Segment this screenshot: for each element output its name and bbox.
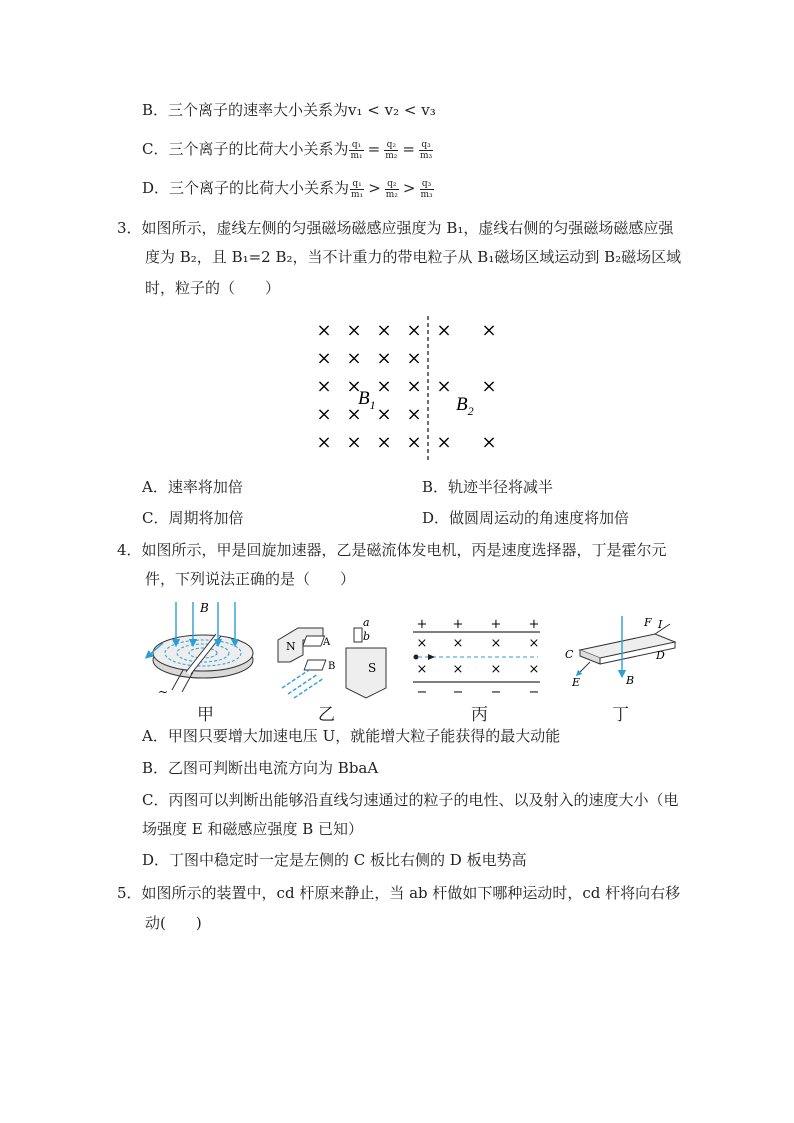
field-mark-left: × bbox=[376, 376, 392, 397]
q3-option-a: A．速率将加倍 bbox=[142, 478, 243, 496]
plus-sign: + bbox=[452, 618, 464, 632]
field-mark-left: × bbox=[406, 348, 422, 369]
q3-magnetic-field-figure bbox=[300, 310, 520, 460]
q3-option-d: D．做圆周运动的角速度将加倍 bbox=[422, 509, 630, 527]
fraction: $\frac{\text{q₃}}{\text{m₃}}$ bbox=[419, 139, 433, 161]
field-mark-left: × bbox=[316, 348, 332, 369]
field-mark: × bbox=[528, 636, 540, 651]
field-mark-left: × bbox=[346, 404, 362, 425]
field-mark: × bbox=[490, 662, 502, 677]
velocity-selector-figure bbox=[408, 618, 543, 698]
q2-option-d: D．三个离子的比荷大小关系为 $\frac{\text{q₁}}{\text{m₁}}$ > $\frac{\text{q₂}}{\text{m₂}}$ > $\frac{\text{q₃}}{\text{m₃}}$ bbox=[142, 178, 433, 200]
field-mark-left: × bbox=[406, 432, 422, 453]
q4-option-d: D．丁图中稳定时一定是左侧的 C 板比右侧的 D 板电势高 bbox=[142, 851, 527, 869]
field-mark: × bbox=[416, 636, 428, 651]
fraction: $\frac{\text{q₂}}{\text{m₂}}$ bbox=[385, 178, 398, 200]
fraction: $\frac{\text{q₃}}{\text{m₃}}$ bbox=[420, 178, 433, 200]
plus-sign: + bbox=[528, 618, 540, 632]
minus-sign: − bbox=[490, 685, 502, 698]
mhd-generator-figure bbox=[268, 610, 398, 700]
minus-sign: − bbox=[416, 685, 428, 698]
field-mark-left: × bbox=[346, 376, 362, 397]
q4-stem-line1: 4．如图所示，甲是回旋加速器，乙是磁流体发电机，丙是速度选择器，丁是霍尔元 bbox=[117, 541, 667, 559]
q5-stem-line2: 动( ) bbox=[145, 914, 202, 932]
caption-jia: 甲 bbox=[197, 705, 214, 725]
terminal-a-label: a bbox=[363, 616, 370, 629]
b1-label: $B_1$ bbox=[358, 388, 376, 412]
q4-option-b: B．乙图可判断出电流方向为 BbaA bbox=[142, 759, 379, 777]
q3-stem-line3: 时，粒子的（ ） bbox=[145, 279, 281, 297]
caption-ding: 丁 bbox=[612, 705, 629, 725]
b-field-label: B bbox=[626, 674, 635, 687]
caption-yi: 乙 bbox=[318, 705, 335, 725]
field-mark-left: × bbox=[376, 432, 392, 453]
e-label: E bbox=[572, 676, 581, 689]
field-mark-left: × bbox=[346, 320, 362, 341]
q4-option-a: A．甲图只要增大加速电压 U，就能增大粒子能获得的最大动能 bbox=[142, 727, 561, 745]
q3-stem-line1: 3．如图所示，虚线左侧的匀强磁场磁感应强度为 B₁，虚线右侧的匀强磁场磁感应强 bbox=[117, 219, 674, 237]
field-mark-left: × bbox=[406, 376, 422, 397]
ac-source-label: ~ bbox=[158, 685, 169, 698]
b2-label: $B_2$ bbox=[456, 394, 474, 418]
terminal-b-label: b bbox=[363, 630, 371, 643]
field-mark-right: × bbox=[436, 320, 452, 341]
field-mark-left: × bbox=[316, 320, 332, 341]
q3-option-b: B．轨迹半径将减半 bbox=[422, 478, 554, 496]
q3-option-c: C．周期将加倍 bbox=[142, 509, 244, 527]
caption-bing: 丙 bbox=[471, 705, 488, 725]
minus-sign: − bbox=[452, 685, 464, 698]
field-mark-left: × bbox=[316, 404, 332, 425]
n-pole-label: N bbox=[286, 640, 296, 653]
field-mark-left: × bbox=[316, 376, 332, 397]
q4-option-c-line2: 场强度 E 和磁感应强度 B 已知） bbox=[142, 820, 364, 838]
minus-sign: − bbox=[528, 685, 540, 698]
field-mark: × bbox=[528, 662, 540, 677]
field-mark-left: × bbox=[346, 432, 362, 453]
q4-option-c-line1: C．丙图可以判断出能够沿直线匀速通过的粒子的电性、以及射入的速度大小（电 bbox=[142, 791, 679, 809]
q2-option-b: B．三个离子的速率大小关系为v₁ < v₂ < v₃ bbox=[142, 101, 436, 119]
field-mark: × bbox=[416, 662, 428, 677]
field-mark-left: × bbox=[316, 432, 332, 453]
plate-a-label: A bbox=[323, 637, 331, 648]
plate-b-label: B bbox=[328, 661, 336, 672]
field-mark-left: × bbox=[376, 348, 392, 369]
field-mark-right: × bbox=[436, 376, 452, 397]
q5-stem-line1: 5．如图所示的装置中，cd 杆原来静止，当 ab 杆做如下哪种运动时，cd 杆将向右移 bbox=[117, 884, 681, 902]
q4-stem-line2: 件，下列说法正确的是（ ） bbox=[145, 570, 356, 588]
field-mark-right: × bbox=[481, 376, 497, 397]
hall-element-figure bbox=[560, 612, 685, 692]
d-label: D bbox=[656, 649, 665, 662]
field-mark-left: × bbox=[406, 404, 422, 425]
field-mark-right: × bbox=[481, 320, 497, 341]
fraction: $\frac{\text{q₂}}{\text{m₂}}$ bbox=[385, 139, 398, 161]
field-mark-right: × bbox=[481, 432, 497, 453]
field-mark-left: × bbox=[406, 320, 422, 341]
s-pole-label: S bbox=[368, 661, 377, 675]
q2-option-c: C．三个离子的比荷大小关系为 $\frac{\text{q₁}}{\text{m₁}}$ = $\frac{\text{q₂}}{\text{m₂}}$ = $\frac{\text{q₃}}{\text{m₃}}$ bbox=[142, 139, 433, 161]
field-mark-right: × bbox=[436, 432, 452, 453]
field-mark-left: × bbox=[376, 404, 392, 425]
field-mark: × bbox=[452, 636, 464, 651]
b-label: B bbox=[200, 601, 209, 615]
cyclotron-figure bbox=[138, 598, 268, 698]
field-mark: × bbox=[452, 662, 464, 677]
plus-sign: + bbox=[490, 618, 502, 632]
field-mark-left: × bbox=[376, 320, 392, 341]
fraction: $\frac{\text{q₁}}{\text{m₁}}$ bbox=[350, 139, 363, 161]
c-label: C bbox=[565, 648, 574, 661]
plus-sign: + bbox=[416, 618, 428, 632]
i-label: I bbox=[658, 618, 663, 631]
q3-stem-line2: 度为 B₂，且 B₁=2 B₂，当不计重力的带电粒子从 B₁磁场区域运动到 B₂磁场区域 bbox=[145, 248, 682, 266]
field-mark-left: × bbox=[346, 348, 362, 369]
f-label: F bbox=[644, 616, 652, 629]
fraction: $\frac{\text{q₁}}{\text{m₁}}$ bbox=[351, 178, 364, 200]
field-mark: × bbox=[490, 636, 502, 651]
